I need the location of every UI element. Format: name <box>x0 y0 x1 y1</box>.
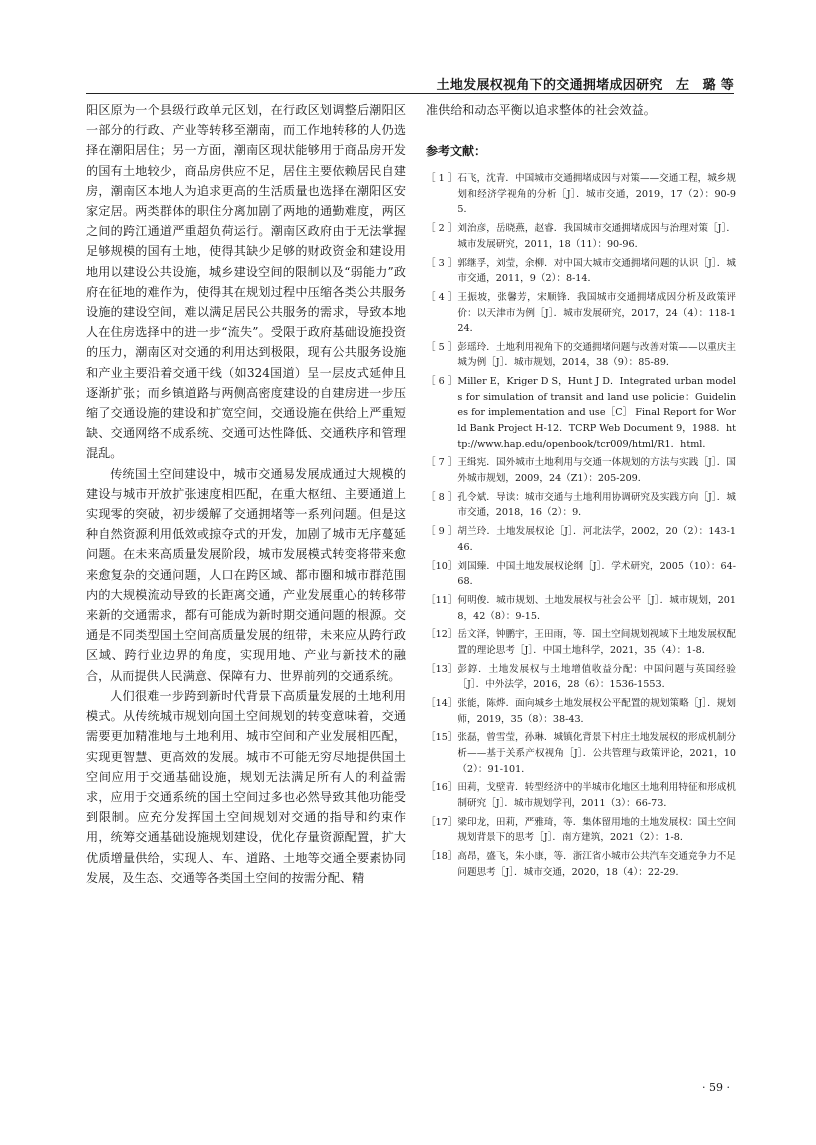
reference-item <box>426 340 736 371</box>
reference-text: 梁印龙，田莉，严雅琦，等．集体留用地的土地发展权：国土空间规划背景下的思考［J］．南方建筑，2021（2）：1-8． <box>457 816 736 844</box>
paragraph-continuation: 准供给和动态平衡以追求整体的社会效益。 <box>426 103 656 117</box>
reference-number: ［17］ <box>426 816 458 828</box>
page-number: · 59 · <box>702 1081 730 1094</box>
reference-number: ［ 2 ］ <box>426 223 458 235</box>
reference-text: Miller E，Kriger D S，Hunt J D．Integrated urban models for simulation of transit and land use policie：Guidelines for implementation and use［C］ Final Report for World Bank Project H-12．TCRP Web Document 9，1988．http://www.hap.edu/openbook/tcr009/html/R1．html． <box>457 376 736 450</box>
reference-text: 石飞，沈青．中国城市交通拥堵成因与对策——交通工程，城乡规划和经济学视角的分析［J］．城市交通，2019，17（2）：90-95． <box>457 173 736 216</box>
reference-item <box>426 559 736 590</box>
reference-text: 彭瑶玲．土地利用视角下的交通拥堵问题与改善对策——以重庆主城为例［J］．城市规划，2014，38（9）：85-89． <box>457 341 736 369</box>
reference-number: ［ 8 ］ <box>426 491 458 503</box>
reference-text: 刘国臻．中国土地发展权论纲［J］．学术研究，2005（10）：64-68． <box>457 560 736 588</box>
reference-item <box>426 256 736 287</box>
reference-text: 彭錞．土地发展权与土地增值收益分配：中国问题与英国经验［J］．中外法学，2016，28（6）：1536-1553． <box>457 663 736 691</box>
reference-item <box>426 171 736 218</box>
running-title: 土地发展权视角下的交通拥堵成因研究 左 璐 等 <box>436 78 734 93</box>
reference-number: ［15］ <box>426 732 458 744</box>
reference-text: 何明俊．城市规划、土地发展权与社会公平［J］．城市规划，2018，42（8）：9-15． <box>457 594 736 622</box>
reference-number: ［14］ <box>426 698 458 710</box>
reference-text: 刘治彦，岳晓燕，赵睿．我国城市交通拥堵成因与治理对策［J］．城市发展研究，2011，18（11）：90-96． <box>457 223 736 250</box>
reference-item <box>426 374 736 452</box>
reference-number: ［16］ <box>426 782 458 794</box>
reference-number: ［12］ <box>426 629 458 641</box>
reference-text: 胡兰玲．土地发展权论［J］．河北法学，2002，20（2）：143-146． <box>457 526 736 553</box>
reference-text: 王振坡，张馨芳，宋顺锋．我国城市交通拥堵成因分析及政策评价：以天津市为例［J］．城市发展研究，2017，24（4）：118-124． <box>457 291 736 335</box>
references-heading: 参考文献： <box>426 144 487 159</box>
reference-text: 张磊，曾雪莹，孙琳．城镇化背景下村庄土地发展权的形成机制分析——基于关系产权视角［J］．公共管理与政策评论，2021，10（2）：91-101． <box>457 732 736 775</box>
reference-text: 岳文泽，钟鹏宇，王田雨，等．国土空间规划视域下土地发展权配置的理论思考［J］．中国土地科学，2021，35（4）：1-8． <box>457 629 736 656</box>
reference-item <box>426 627 736 658</box>
left-column <box>86 100 406 888</box>
reference-number: ［18］ <box>426 851 458 863</box>
reference-number: ［10］ <box>426 560 458 572</box>
reference-item <box>426 455 736 486</box>
references-list <box>426 171 736 880</box>
reference-text: 孔令斌．导读：城市交通与土地利用协调研究及实践方向［J］．城市交通，2018，16（2）：9． <box>457 491 736 519</box>
header-rule <box>86 93 734 94</box>
reference-item <box>426 730 736 777</box>
reference-item <box>426 849 736 880</box>
reference-item <box>426 524 736 555</box>
reference-item <box>426 696 736 727</box>
reference-number: ［ 6 ］ <box>426 376 458 388</box>
reference-item <box>426 593 736 624</box>
reference-number: ［13］ <box>426 663 458 675</box>
running-header <box>86 68 734 96</box>
right-column <box>426 100 736 884</box>
reference-text: 张能，陈烨．面向城乡土地发展权公平配置的规划策略［J］．规划师，2019，35（8）：38-43． <box>457 698 736 725</box>
reference-number: ［ 7 ］ <box>426 457 458 469</box>
reference-number: ［11］ <box>426 594 458 606</box>
body-paragraph: 阳区原为一个县级行政单元区划，在行政区划调整后潮阳区一部分的行政、产业等转移至潮南，而工作地转移的人仍选择在潮阳居住；另一方面，潮南区现状能够用于商品房开发的国有土地较少，商品房供应不足，居住主要依赖居民自建房，潮南区本地人为追求更高的生活质量也选择在潮阳区安家定居。两类群体的职住分离加剧了两地的通勤难度，两区之间的跨江通道严重超负荷运行。潮南区政府由于无法掌握足够规模的国有土地，使得其缺少足够的财政资金和建设用地用以建设公共设施，城乡建设空间的限制以及“弱能力”政府在征地的难作为，使得其在规划过程中压缩各类公共服务设施的建设空间，难以满足居民公共服务的需求，导致本地人在住房选择中的进一步“流失”。受限于政府基础设施投资的压力，潮南区对交通的利用达到极限，现有公共服务设施和产业主要沿着交通干线（如324国道）呈一层皮式延伸且逐渐扩张；而乡镇道路与两侧高密度建设的自建房进一步压缩了交通设施的建设和扩宽空间，交通设施在供给上严重短缺、交通网络不成系统、交通可达性降低、交通秩序和管理混乱。 <box>86 103 406 461</box>
reference-number: ［ 9 ］ <box>426 526 458 538</box>
reference-number: ［ 1 ］ <box>426 173 458 185</box>
reference-item <box>426 662 736 693</box>
reference-text: 高昂，盛飞，朱小康，等．浙江省小城市公共汽车交通竞争力不足问题思考［J］．城市交通，2020，18（4）：22-29． <box>457 851 736 878</box>
reference-text: 田莉，戈壁青．转型经济中的半城市化地区土地利用特征和形成机制研究［J］．城市规划学刊，2011（3）：66-73． <box>457 782 736 809</box>
reference-number: ［ 4 ］ <box>426 291 458 303</box>
body-paragraph: 人们很难一步跨到新时代背景下高质量发展的土地利用模式。从传统城市规划向国土空间规划的转变意味着，交通需要更加精准地与土地利用、城市空间和产业发展相匹配，实现更智慧、更高效的发展。城市不可能无穷尽地提供国土空间应用于交通基础设施，规划无法满足所有人的利益需求，应用于交通系统的国土空间过多也必然导致其他功能受到限制。应充分发挥国土空间规划对交通的指导和约束作用，统筹交通基础设施规划建设，优化存量资源配置，扩大优质增量供给，实现人、车、道路、土地等交通全要素协同发展，及生态、交通等各类国土空间的按需分配、精 <box>86 688 406 885</box>
reference-number: ［ 5 ］ <box>426 341 458 353</box>
reference-item <box>426 490 736 521</box>
reference-item <box>426 221 736 252</box>
reference-item <box>426 815 736 846</box>
reference-item <box>426 780 736 811</box>
reference-text: 王缉宪．国外城市土地利用与交通一体规划的方法与实践［J］．国外城市规划，2009，24（Z1）：205-209． <box>457 457 736 485</box>
body-paragraph: 传统国土空间建设中，城市交通易发展成通过大规模的建设与城市开放扩张速度相匹配，在重大枢纽、主要通道上实现零的突破，初步缓解了交通拥堵等一系列问题。但是这种自然资源利用低效或掠夺式的开发，加剧了城市无序蔓延问题。在未来高质量发展阶段，城市发展模式转变将带来愈来愈复杂的交通问题，人口在跨区域、都市圈和城市群范围内的大规模流动导致的长距离交通，产业发展重心的转移带来新的交通需求，都有可能成为新时期交通问题的根源。交通是不同类型国土空间高质量发展的纽带，未来应从跨行政区域、跨行业边界的角度，实现用地、产业与新技术的融合，从而提供人民满意、保障有力、世界前列的交通系统。 <box>86 466 406 683</box>
reference-number: ［ 3 ］ <box>426 257 458 269</box>
reference-item <box>426 290 736 337</box>
reference-text: 郭继孚，刘莹，余柳．对中国大城市交通拥堵问题的认识［J］．城市交通，2011，9（2）：8-14． <box>457 257 736 285</box>
